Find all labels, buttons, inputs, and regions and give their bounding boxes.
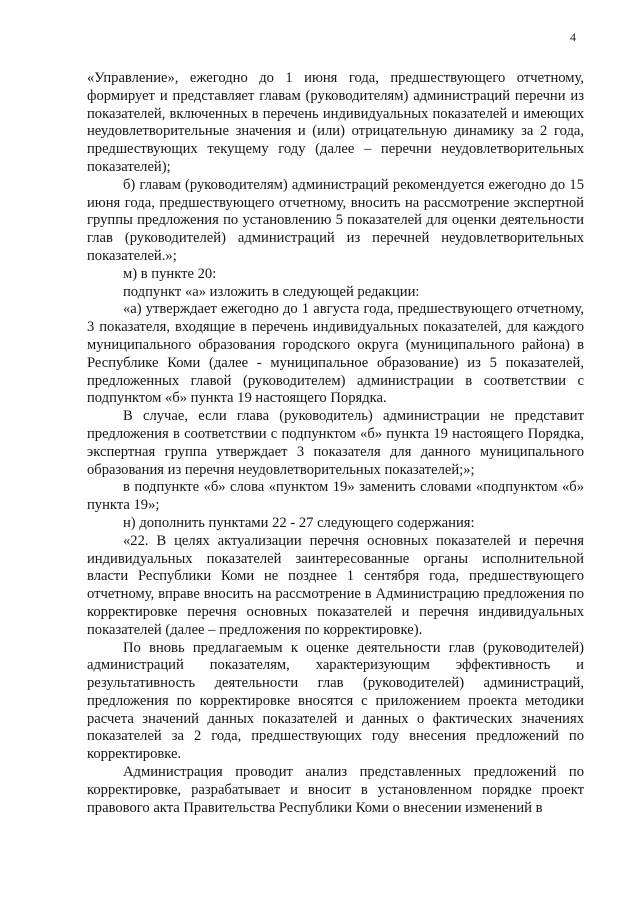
paragraph-subitem-a-text: «а) утверждает ежегодно до 1 августа года, предшествующего отчетному, 3 показателя, входящие в перечень индивидуальных показателей, для каждого муниципального образования городского округа (муниципального района) в Республике Коми (далее - муниципальное образование) из 5 показателей, предложенных главой (руководителем) администрации в соответствии с подпунктом «б» пункта 19 настоящего Порядка. (87, 301, 584, 407)
paragraph-subitem-b-replace: в подпункте «б» слова «пунктом 19» заменить словами «подпунктом «б» пункта 19»; (87, 479, 584, 514)
paragraph-subitem-b-recommendation: б) главам (руководителям) администраций рекомендуется ежегодно до 15 июня года, предшествующего отчетному, вносить на рассмотрение экспертной группы предложения по установлению 5 показателей для оценки деятельности глав (руководителей) администраций из перечней неудовлетворительных показателей.»; (87, 176, 584, 264)
paragraph-case-not-submitted: В случае, если глава (руководитель) администрации не представит предложения в соответствии с подпунктом «б» пункта 19 настоящего Порядка, экспертная группа утверждает 3 показателя для данного муниципального образования из перечня неудовлетворительных показателей;»; (87, 408, 584, 478)
paragraph-continuation-upravlenie: «Управление», ежегодно до 1 июня года, предшествующего отчетному, формирует и представляет главам (руководителям) администраций перечни из показателей, включенных в перечень индивидуальных показателей и имеющих неудовлетворительные значения и (или) отрицательную динамику за 2 года, предшествующих текущему году (далее – перечни неудовлетворительных показателей); (87, 70, 584, 175)
paragraph-item-m: м) в пункте 20: (123, 265, 217, 282)
page-number: 4 (570, 30, 576, 44)
paragraph-point-22: «22. В целях актуализации перечня основных показателей и перечня индивидуальных показателей заинтересованные органы исполнительной власти Республики Коми не позднее 1 сентября года, предшествующего отчетному, вправе вносить на рассмотрение в Администрацию предложения по корректировке перечня основных показателей и перечня индивидуальных показателей (далее – предложения по корректировке). (87, 532, 584, 638)
paragraph-subitem-a-redaction: подпункт «а» изложить в следующей редакции: (123, 283, 420, 300)
paragraph-administration-analysis: Администрация проводит анализ представленных предложений по корректировке, разрабатывает и вносит в установленном порядке проект правового акта Правительства Республики Коми о внесении изменений в (87, 764, 584, 816)
paragraph-item-n: н) дополнить пунктами 22 - 27 следующего содержания: (123, 514, 475, 531)
document-body (87, 70, 584, 817)
paragraph-new-indicators: По вновь предлагаемым к оценке деятельности глав (руководителей) администраций показателям, характеризующим эффективность и результативность деятельности глав (руководителей) администраций, предложения по корректировке вносятся с приложением проекта методики расчета значений данных показателей и данных о фактических значениях показателей за 2 года, предшествующих году внесения предложений по корректировке. (87, 639, 584, 763)
